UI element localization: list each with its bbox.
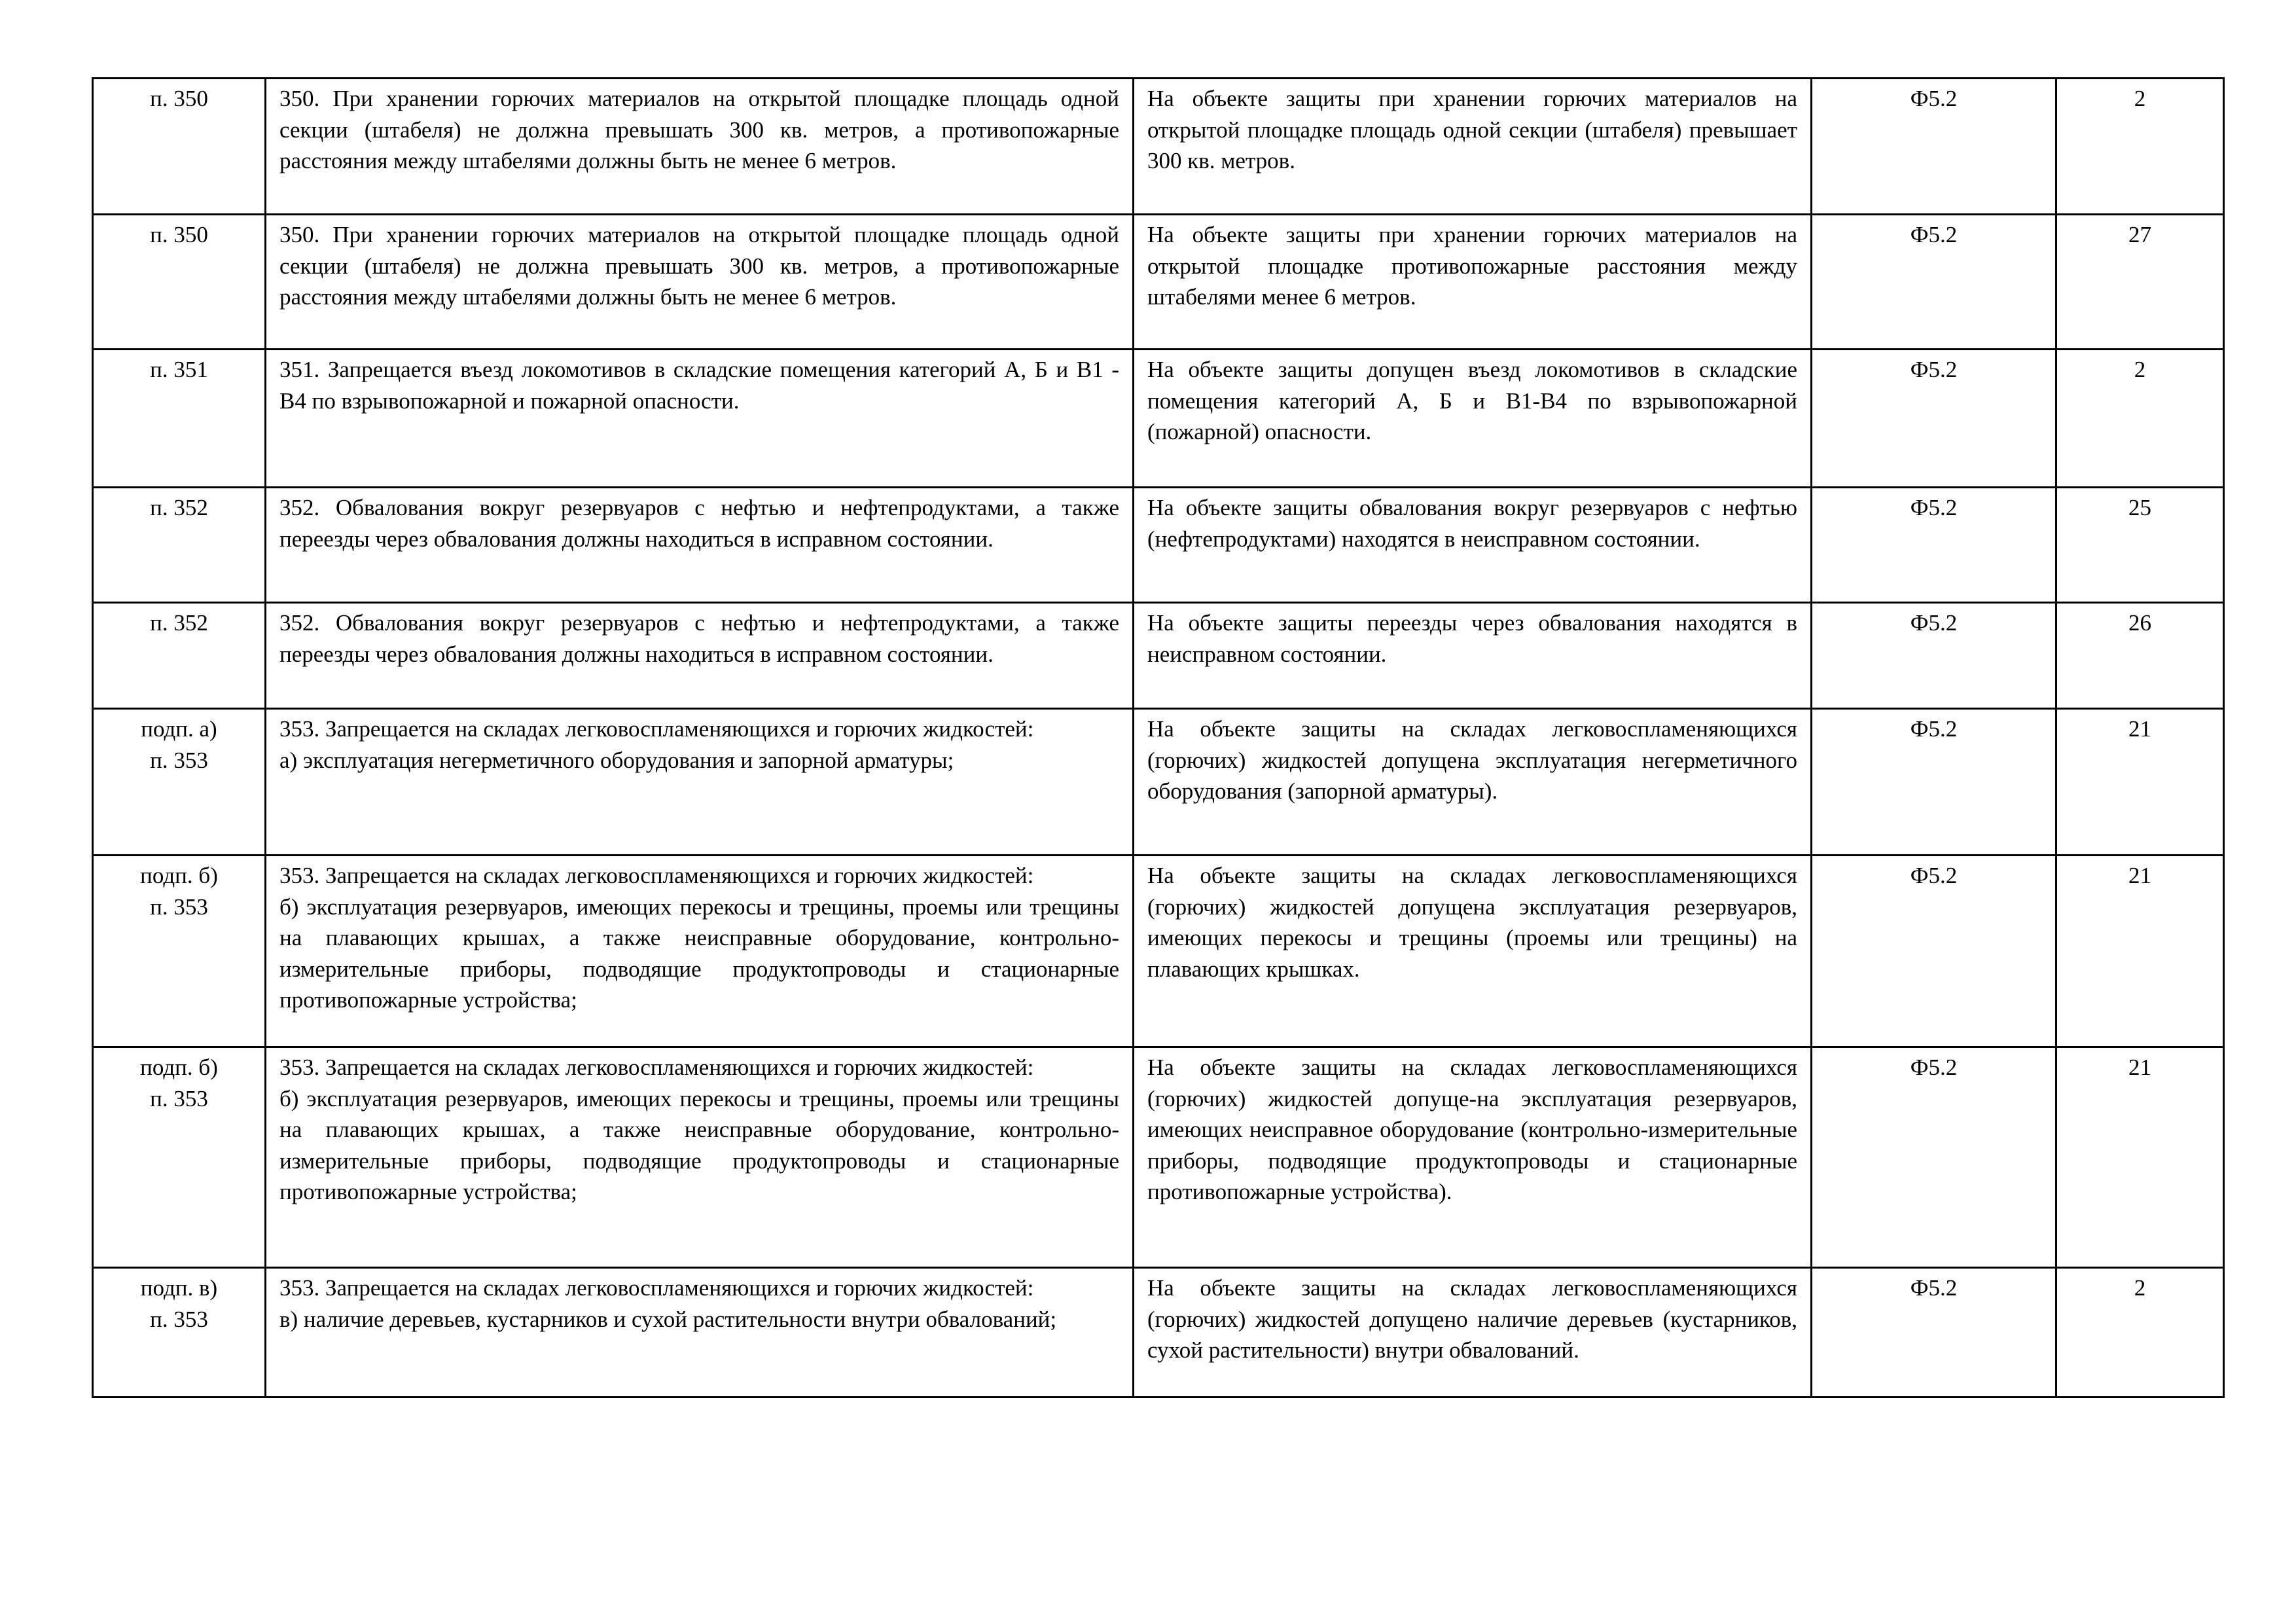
violation-cell: На объекте защиты при хранении горючих материалов на открытой площадке противопожарные расстояния между штабелями менее 6 метров. (1134, 215, 1812, 350)
table-row (93, 215, 2224, 350)
requirement-cell: 353. Запрещается на складах легковоспламеняющихся и горючих жидкостей: б) эксплуатация резервуаров, имеющих перекосы и трещины, проемы или трещины на плавающих крышах, а также неисправные оборудование, контрольно-измерительные приборы, подводящие продуктопроводы и стационарные противопожарные устройства; (266, 1047, 1134, 1268)
requirement-cell: 353. Запрещается на складах легковоспламеняющихся и горючих жидкостей: б) эксплуатация резервуаров, имеющих перекосы и трещины, проемы или трещины на плавающих крышах, а также неисправные оборудование, контрольно-измерительные приборы, подводящие продуктопроводы и стационарные противопожарные устройства; (266, 856, 1134, 1047)
requirement-cell: 353. Запрещается на складах легковоспламеняющихся и горючих жидкостей: а) эксплуатация негерметичного оборудования и запорной арматуры; (266, 709, 1134, 856)
violation-cell: На объекте защиты при хранении горючих материалов на открытой площадке площадь одной секции (штабеля) превышает 300 кв. метров. (1134, 79, 1812, 215)
number-cell: 2 (2056, 350, 2224, 488)
violation-cell: На объекте защиты допущен въезд локомотивов в складские помещения категорий А, Б и В1-В4 по взрывопожарной (пожарной) опасности. (1134, 350, 1812, 488)
clause-ref-cell: п. 350 (93, 215, 266, 350)
class-cell: Ф5.2 (1812, 856, 2056, 1047)
clause-ref-cell: п. 352 (93, 603, 266, 709)
violation-cell: На объекте защиты на складах легковоспламеняющихся (горючих) жидкостей допущена эксплуатация негерметичного оборудования (запорной арматуры). (1134, 709, 1812, 856)
table-row (93, 709, 2224, 856)
class-cell: Ф5.2 (1812, 350, 2056, 488)
violation-cell: На объекте защиты на складах легковоспламеняющихся (горючих) жидкостей допущено наличие деревьев (кустарников, сухой растительности) внутри обвалований. (1134, 1268, 1812, 1398)
table-row (93, 1268, 2224, 1398)
class-cell: Ф5.2 (1812, 1047, 2056, 1268)
number-cell: 26 (2056, 603, 2224, 709)
violation-cell: На объекте защиты на складах легковоспламеняющихся (горючих) жидкостей допущена эксплуатация резервуаров, имеющих перекосы и трещины (проемы или трещины) на плавающих крышках. (1134, 856, 1812, 1047)
number-cell: 27 (2056, 215, 2224, 350)
violation-cell: На объекте защиты переезды через обвалования находятся в неисправном состоянии. (1134, 603, 1812, 709)
requirement-cell: 353. Запрещается на складах легковоспламеняющихся и горючих жидкостей: в) наличие деревьев, кустарников и сухой растительности внутри обвалований; (266, 1268, 1134, 1398)
violation-cell: На объекте защиты на складах легковоспламеняющихся (горючих) жидкостей допуще-на эксплуатация резервуаров, имеющих неисправное оборудование (контрольно-измерительные приборы, подводящие продуктопроводы и стационарные противопожарные устройства). (1134, 1047, 1812, 1268)
clause-ref-cell: п. 352 (93, 488, 266, 603)
table-row (93, 856, 2224, 1047)
requirements-table (92, 77, 2225, 1398)
clause-ref-cell: подп. б) п. 353 (93, 1047, 266, 1268)
requirement-cell: 350. При хранении горючих материалов на открытой площадке площадь одной секции (штабеля) не должна превышать 300 кв. метров, а противопожарные расстояния между штабелями должны быть не менее 6 метров. (266, 215, 1134, 350)
table-row (93, 603, 2224, 709)
clause-ref-cell: подп. а) п. 353 (93, 709, 266, 856)
clause-ref-cell: подп. б) п. 353 (93, 856, 266, 1047)
class-cell: Ф5.2 (1812, 215, 2056, 350)
number-cell: 2 (2056, 1268, 2224, 1398)
number-cell: 2 (2056, 79, 2224, 215)
requirement-cell: 352. Обвалования вокруг резервуаров с нефтью и нефтепродуктами, а также переезды через обвалования должны находиться в исправном состоянии. (266, 603, 1134, 709)
table-row (93, 79, 2224, 215)
number-cell: 21 (2056, 1047, 2224, 1268)
clause-ref-cell: п. 350 (93, 79, 266, 215)
requirement-cell: 350. При хранении горючих материалов на открытой площадке площадь одной секции (штабеля) не должна превышать 300 кв. метров, а противопожарные расстояния между штабелями должны быть не менее 6 метров. (266, 79, 1134, 215)
requirement-cell: 351. Запрещается въезд локомотивов в складские помещения категорий А, Б и В1 - В4 по взрывопожарной и пожарной опасности. (266, 350, 1134, 488)
class-cell: Ф5.2 (1812, 79, 2056, 215)
class-cell: Ф5.2 (1812, 488, 2056, 603)
table-row (93, 350, 2224, 488)
violation-cell: На объекте защиты обвалования вокруг резервуаров с нефтью (нефтепродуктами) находятся в неисправном состоянии. (1134, 488, 1812, 603)
number-cell: 21 (2056, 856, 2224, 1047)
number-cell: 25 (2056, 488, 2224, 603)
class-cell: Ф5.2 (1812, 603, 2056, 709)
table-row (93, 488, 2224, 603)
requirement-cell: 352. Обвалования вокруг резервуаров с нефтью и нефтепродуктами, а также переезды через обвалования должны находиться в исправном состоянии. (266, 488, 1134, 603)
clause-ref-cell: подп. в) п. 353 (93, 1268, 266, 1398)
clause-ref-cell: п. 351 (93, 350, 266, 488)
table-row (93, 1047, 2224, 1268)
class-cell: Ф5.2 (1812, 709, 2056, 856)
class-cell: Ф5.2 (1812, 1268, 2056, 1398)
number-cell: 21 (2056, 709, 2224, 856)
